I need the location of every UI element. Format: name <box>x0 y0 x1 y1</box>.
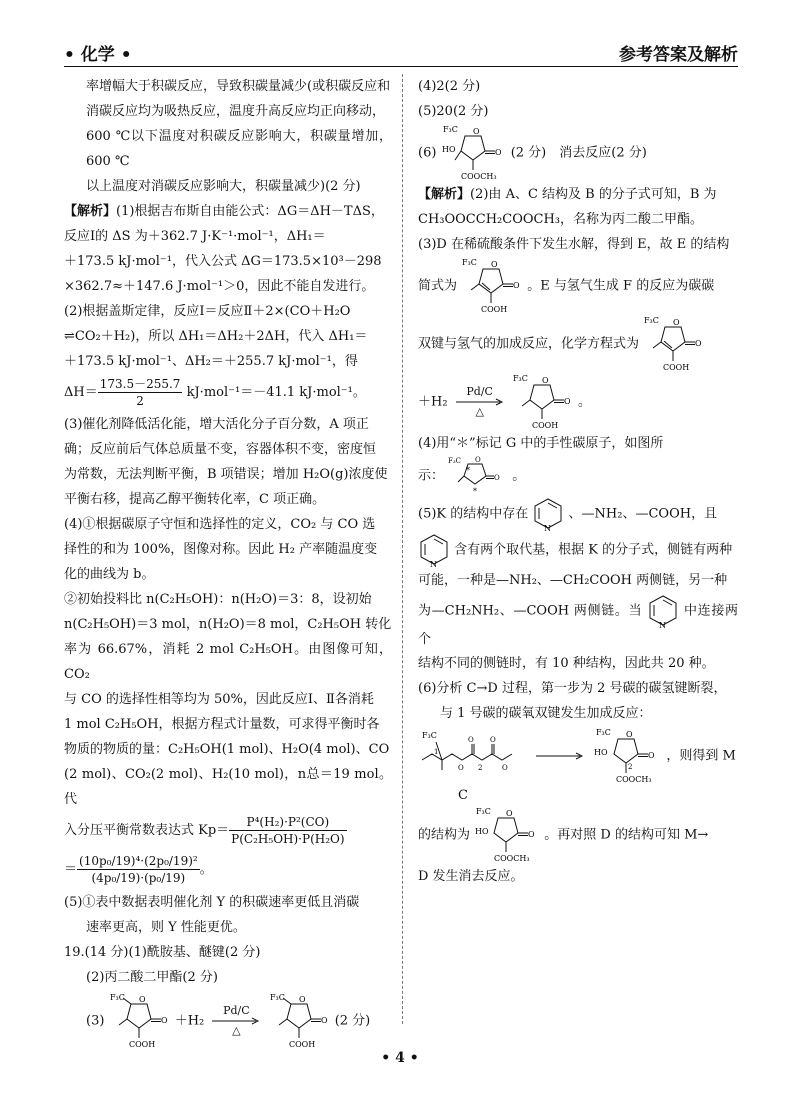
svg-text:COOCH₃: COOCH₃ <box>616 775 652 784</box>
svg-text:F₃C: F₃C <box>596 728 612 737</box>
subject-label: • 化学 • <box>64 45 132 65</box>
text-line: ⇌CO₂＋H₂)，所以 ΔH₁＝ΔH₂＋2ΔH，代入 ΔH₁＝ <box>64 329 368 344</box>
analysis-line: 【解析】(2)由 A、C 结构及 B 的分子式可知，B 为 <box>418 187 717 202</box>
svg-text:F₃C: F₃C <box>442 125 458 134</box>
reaction-line: F₃C 1 2 O O O O F₃C HO O O 2 COOCH₃ ，则得到 M <box>418 726 738 786</box>
svg-text:O: O <box>494 474 500 482</box>
text-line: (5)20(2 分) <box>418 104 489 119</box>
compound-label: C <box>458 788 468 803</box>
structure-line: 的结构为 F₃C HO O O COOCH₃ 。再对照 D 的结构可知 M→ <box>418 807 709 863</box>
svg-text:F₃C: F₃C <box>422 731 437 740</box>
text-line: (2)丙二酸二甲酯(2 分) <box>86 970 218 985</box>
svg-text:O: O <box>138 995 146 1004</box>
svg-text:O: O <box>458 764 464 772</box>
text-line: (4)2(2 分) <box>418 79 481 94</box>
page-number: • 4 • <box>381 1050 419 1066</box>
text-line: CH₃OOCCH₂COOCH₃，名称为丙二酸二甲酯。 <box>418 212 704 227</box>
text-line: (3)催化剂降低活化能，增大活化分子百分数，A 项正 <box>64 417 369 432</box>
svg-text:COOCH₃: COOCH₃ <box>460 172 497 181</box>
reaction-line: ＋H₂ Pd/C △ F₃C O O COOH 。 <box>418 374 591 430</box>
svg-text:HO: HO <box>475 827 489 836</box>
structure-line: 为—CH₂NH₂、—COOH 两侧链。当 N 中连接两个 <box>418 593 738 651</box>
analysis-line: 【解析】(1)根据吉布斯自由能公式：ΔG＝ΔH－TΔS， <box>64 204 384 219</box>
svg-text:1: 1 <box>434 748 439 756</box>
text-line: (2 mol)、CO₂(2 mol)、H₂(10 mol)，n总＝19 mol。代 <box>64 767 392 807</box>
svg-text:O: O <box>298 995 306 1004</box>
svg-text:F₃C: F₃C <box>512 374 528 383</box>
structure-line: 双键与氢气的加成反应，化学方程式为 F₃C O O COOH <box>418 315 738 373</box>
svg-text:COOH: COOH <box>531 421 559 430</box>
text-line: D 发生消去反应。 <box>418 869 524 884</box>
molecule-f <box>512 373 574 431</box>
text-line: 化的曲线为 b。 <box>64 567 155 582</box>
text-line: 以上温度对消碳反应影响大，积碳量减少)(2 分) <box>86 179 361 194</box>
svg-text:COOH: COOH <box>663 363 690 372</box>
svg-text:O: O <box>563 397 571 406</box>
svg-text:F₃C: F₃C <box>644 316 660 325</box>
fraction: $\frac{173.5-255.7}{2}$ <box>99 377 181 408</box>
structure-line: 简式为 F₃C O O COOH 。E 与氢气生成 F 的反应为碳碳 <box>418 258 715 314</box>
svg-text:F₃C: F₃C <box>462 258 478 267</box>
analysis-label: 【解析】 <box>64 204 117 219</box>
column-divider <box>402 74 403 1024</box>
svg-text:O: O <box>491 260 498 269</box>
text-line: 确；反应前后气体总质量不变，容器体积不变，密度恒 <box>64 442 377 457</box>
svg-text:COOH: COOH <box>481 305 508 314</box>
text-line: (5)①表中数据表明催化剂 Y 的积碳速率更低且消碳 <box>64 895 360 910</box>
text-line: (6)分析 C→D 过程，第一步为 2 号碳的碳氢键断裂， <box>418 681 727 696</box>
equation-line: 入分压平衡常数表达式 Kp＝ $\frac{\text{P⁴(H₂)·P²(CO)}}{\text{P(C₂H₅OH)·P(H₂O)}}$ <box>64 815 345 846</box>
fraction: $\frac{\text{(10p₀/19)⁴·(2p₀/19)²}}{\text{(4p₀/19)·(p₀/19)}}$ <box>79 854 198 885</box>
text-line: 率增幅大于积碳反应，导致积碳量减少(或积碳反应和 <box>86 79 391 94</box>
svg-text:N: N <box>430 560 437 568</box>
text-line: 消碳反应均为吸热反应，温度升高反应均正向移动， <box>86 104 386 119</box>
pyridine-ring <box>532 496 564 532</box>
svg-text:COOCH₃: COOCH₃ <box>494 854 530 863</box>
text-line: 与 CO 的选择性相等均为 50%，因此反应Ⅰ、Ⅱ各消耗 <box>64 692 374 707</box>
reaction-line: (3) F₃C O O COOH ＋H₂ Pd/C △ F₃C O O COOH (2 分) <box>86 993 371 1049</box>
text-line: 择性的和为 100%，图像对称。因此 H₂ 产率随温度变 <box>64 542 378 557</box>
text-line: n(C₂H₅OH)＝3 mol，n(H₂O)＝8 mol，C₂H₅OH 转化 <box>64 617 392 632</box>
text-line: (4)用“＊”标记 G 中的手性碳原子，如图所 <box>418 436 664 451</box>
text-line: 为常数，无法判断平衡，B 项错误；增加 H₂O(g)浓度使 <box>64 467 388 482</box>
molecule-f <box>269 992 331 1050</box>
right-column <box>418 74 738 889</box>
reaction-arrow <box>536 752 584 760</box>
structure-line: N 含有两个取代基，根据 K 的分子式，侧链有两种 <box>418 532 738 568</box>
text-line: (3)D 在稀硫酸条件下发生水解，得到 E，故 E 的结构 <box>418 237 730 252</box>
chiral-mark: * <box>466 466 471 475</box>
text-line: 结构不同的侧链时，有 10 种结构，因此共 20 种。 <box>418 656 715 671</box>
text-line: ＋173.5 kJ·mol⁻¹，代入公式 ΔG＝173.5×10³－298 <box>64 254 382 269</box>
pyridine-ring <box>418 532 450 568</box>
answer-line: (6) F₃C HO O O COOCH₃ (2 分) 消去反应(2 分) <box>418 125 647 181</box>
svg-text:O: O <box>695 339 702 348</box>
section-title: 参考答案及解析 <box>619 45 738 65</box>
structure-line: (5)K 的结构中存在 N 、—NH₂、—COOH，且 <box>418 496 738 532</box>
fraction: $\frac{\text{P⁴(H₂)·P²(CO)}}{\text{P(C₂H₅OH)·P(H₂O)}}$ <box>231 815 345 846</box>
equation-line: ΔH＝ $\frac{173.5-255.7}{2}$ kJ·mol⁻¹＝－41.1 kJ·mol⁻¹。 <box>64 377 366 408</box>
reaction-arrow: Pd/C △ <box>456 386 504 418</box>
text-line: ×362.7≈＋147.6 J·mol⁻¹＞0，因此不能自发进行。 <box>64 279 375 294</box>
text-line: 19.(14 分)(1)酰胺基、醚键(2 分) <box>64 945 261 960</box>
molecule-e <box>461 257 523 315</box>
text-line: ＋173.5 kJ·mol⁻¹、ΔH₂＝＋255.7 kJ·mol⁻¹，得 <box>64 354 358 369</box>
text-line: 速率更高，则 Y 性能更优。 <box>86 920 246 935</box>
svg-text:F₃C: F₃C <box>109 993 125 1002</box>
svg-text:O: O <box>528 830 535 839</box>
svg-text:O: O <box>506 809 513 818</box>
svg-text:O: O <box>320 1016 328 1025</box>
molecule-g <box>448 456 508 496</box>
svg-text:N: N <box>544 524 552 532</box>
text-line: 与 1 号碳的碳氧双键发生加成反应： <box>440 706 652 721</box>
svg-text:COOH: COOH <box>128 1040 155 1049</box>
reaction-arrow: Pd/C △ <box>212 1005 260 1037</box>
svg-text:O: O <box>160 1016 168 1025</box>
svg-text:O: O <box>475 456 481 464</box>
text-line: 600 ℃以下温度对积碳反应影响大，积碳量增加，600 ℃ <box>86 129 392 169</box>
page-header <box>64 36 738 67</box>
svg-text:O: O <box>502 764 508 772</box>
svg-text:O: O <box>472 127 480 136</box>
text-line: ②初始投料比 n(C₂H₅OH)：n(H₂O)＝3：8，设初始 <box>64 592 372 607</box>
svg-text:O: O <box>494 148 502 157</box>
svg-text:2: 2 <box>478 764 483 772</box>
pyridine-ring <box>647 593 679 629</box>
text-line: 1 mol C₂H₅OH，根据方程式计量数，可求得平衡时各 <box>64 717 380 732</box>
text-line: 率为 66.67%，消耗 2 mol C₂H₅OH。由图像可知，CO₂ <box>64 642 392 682</box>
equation-line: ＝ $\frac{\text{(10p₀/19)⁴·(2p₀/19)²}}{\text{(4p₀/19)·(p₀/19)}}$ 。 <box>64 854 213 885</box>
svg-text:O: O <box>648 751 655 760</box>
svg-text:O: O <box>541 376 549 385</box>
chiral-mark: * <box>473 487 478 496</box>
svg-text:O: O <box>626 730 633 739</box>
text-line: 反应Ⅰ的 ΔS 为＋362.7 J·K⁻¹·mol⁻¹，ΔH₁＝ <box>64 229 326 244</box>
svg-text:O: O <box>490 736 496 744</box>
svg-text:F₃C: F₃C <box>269 993 285 1002</box>
text-line: (4)①根据碳原子守恒和选择性的定义，CO₂ 与 CO 选 <box>64 517 376 532</box>
molecule-m <box>441 124 507 182</box>
text-line: 可能，一种是—NH₂、—CH₂COOH 两侧链，另一种 <box>418 573 728 588</box>
molecule-m <box>592 727 662 785</box>
svg-text:N: N <box>659 621 667 629</box>
analysis-label: 【解析】 <box>418 187 471 202</box>
molecule-m <box>474 806 540 864</box>
svg-text:F₃C: F₃C <box>476 807 492 816</box>
svg-text:2: 2 <box>628 763 633 771</box>
structure-line: 示： F₃C O O * * 。 <box>418 456 526 496</box>
molecule-e <box>109 992 171 1050</box>
svg-text:HO: HO <box>594 748 608 757</box>
text-line: (2)根据盖斯定律，反应Ⅰ＝反应Ⅱ＋2×(CO＋H₂O <box>64 304 351 319</box>
svg-text:O: O <box>468 736 474 744</box>
left-column <box>64 74 392 1050</box>
svg-text:HO: HO <box>441 145 456 154</box>
svg-text:F₃C: F₃C <box>448 457 462 465</box>
svg-text:O: O <box>673 318 680 327</box>
svg-text:COOH: COOH <box>288 1040 315 1049</box>
molecule-e <box>643 315 705 373</box>
text-line: 平衡右移，提高乙醇平衡转化率，C 项正确。 <box>64 492 326 507</box>
molecule-c <box>418 726 528 786</box>
svg-text:O: O <box>513 281 520 290</box>
text-line: 物质的物质的量：C₂H₅OH(1 mol)、H₂O(4 mol)、CO <box>64 742 390 757</box>
